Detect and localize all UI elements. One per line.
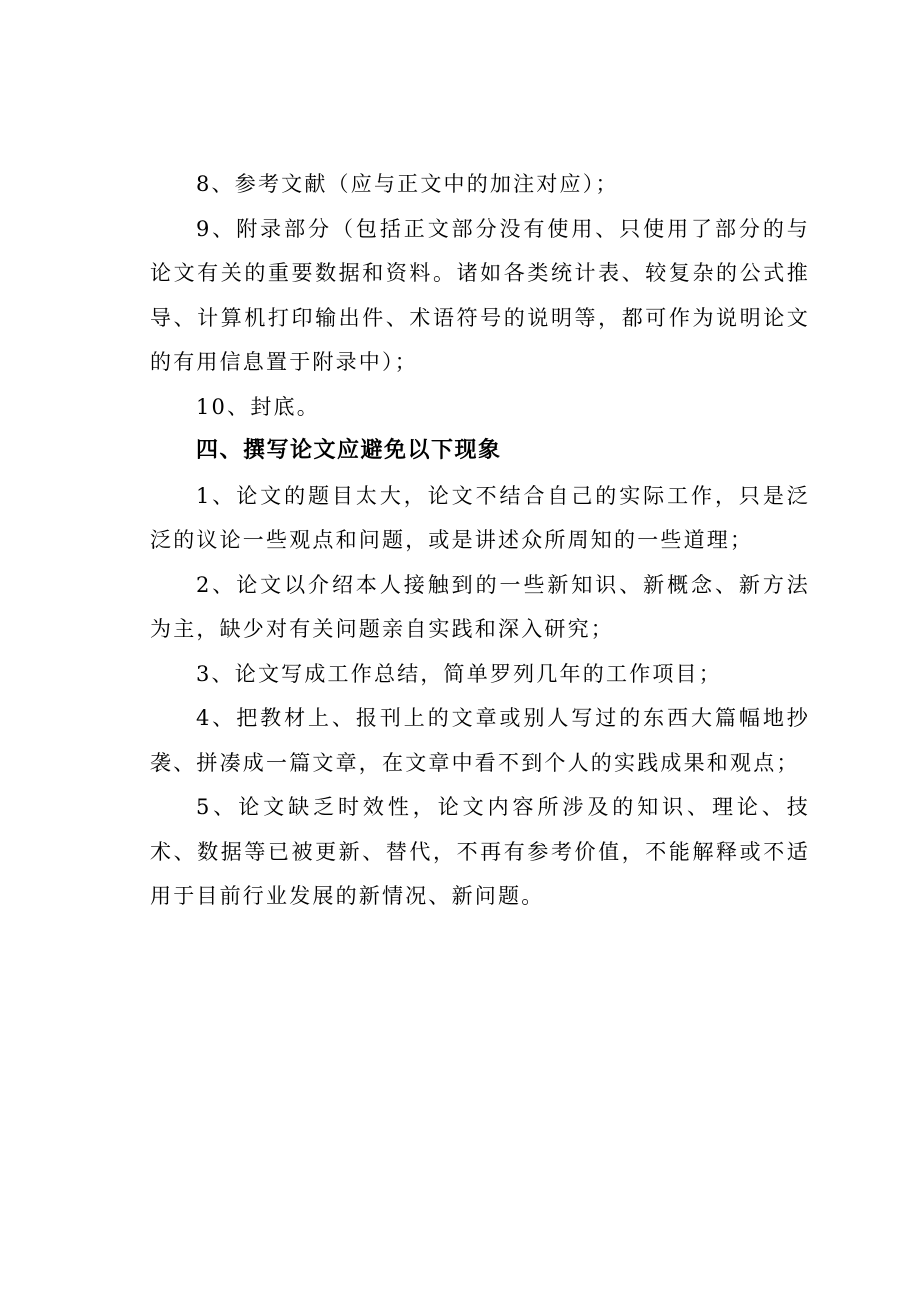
list-item-4: 4、把教材上、报刊上的文章或别人写过的东西大篇幅地抄袭、拼凑成一篇文章，在文章中看不到个人的实践成果和观点； <box>150 706 810 775</box>
list-item-references: 8、参考文献（应与正文中的加注对应）； <box>196 172 619 196</box>
list-item-2: 2、论文以介绍本人接触到的一些新知识、新概念、新方法为主，缺少对有关问题亲自实践和深入研究； <box>150 572 810 641</box>
document-body <box>150 162 810 919</box>
list-item-3: 3、论文写成工作总结，简单罗列几年的工作项目； <box>196 661 722 686</box>
list-item-appendix: 9、附录部分（包括正文部分没有使用、只使用了部分的与论文有关的重要数据和资料。诸如各类统计表、较复杂的公式推导、计算机打印输出件、术语符号的说明等，都可作为说明论文的有用信息置于附录中）； <box>150 216 810 374</box>
list-item-5: 5、论文缺乏时效性，论文内容所涉及的知识、理论、技术、数据等已被更新、替代，不再有参考价值，不能解释或不适用于目前行业发展的新情况、新问题。 <box>150 795 810 908</box>
list-item-back-cover: 10、封底。 <box>196 394 320 419</box>
section-heading: 四、撰写论文应避免以下现象 <box>196 438 502 463</box>
list-item-1: 1、论文的题目太大，论文不结合自己的实际工作，只是泛泛的议论一些观点和问题，或是讲述众所周知的一些道理； <box>150 483 810 552</box>
